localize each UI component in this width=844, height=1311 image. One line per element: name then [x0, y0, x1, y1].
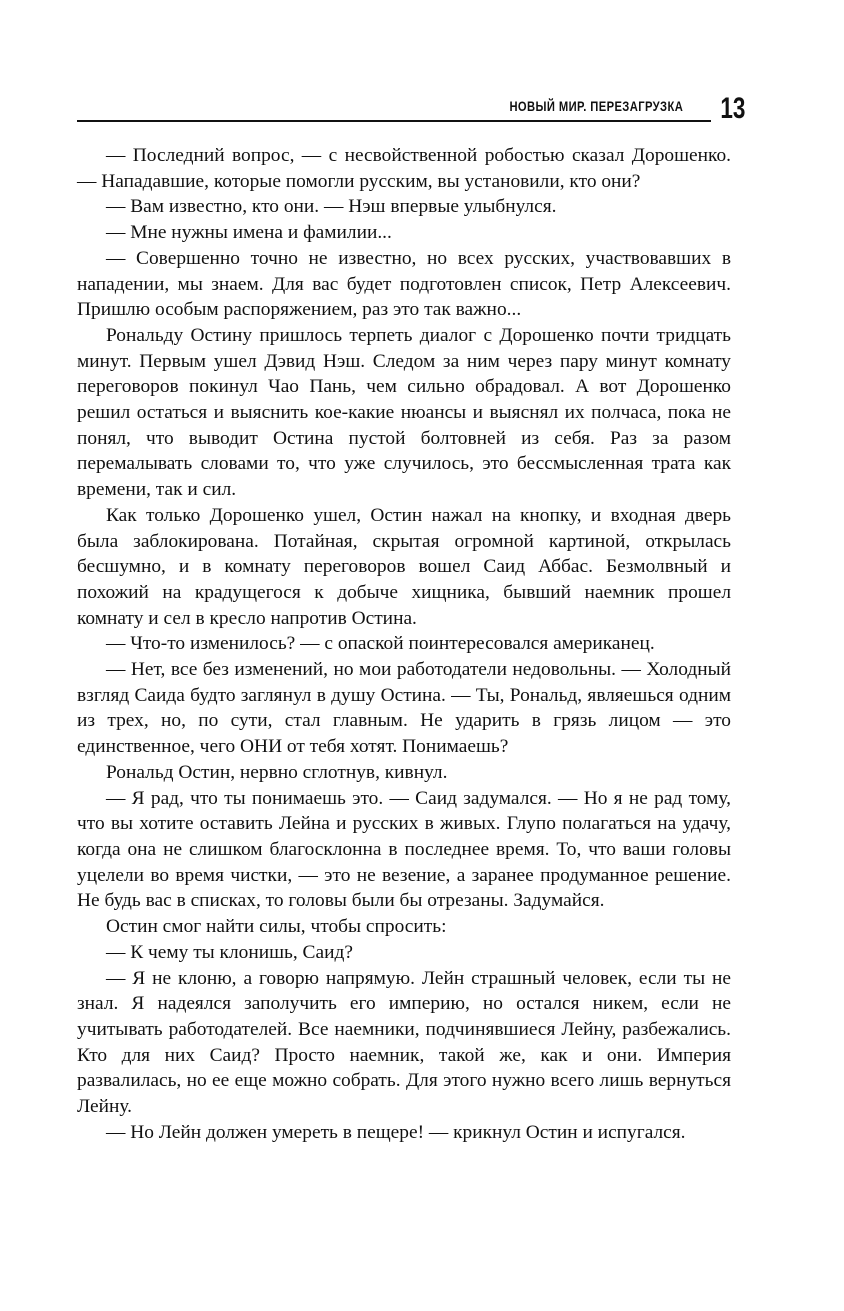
body-text — [77, 143, 731, 1145]
running-header — [77, 92, 745, 126]
header-rule — [77, 120, 711, 122]
paragraph: — Совершенно точно не известно, но всех русских, участвовавших в нападении, мы знаем. Для вас будет подготовлен список, Петр Алексеевич. Пришлю особым распоряжением, раз это так важно... — [77, 247, 731, 321]
paragraph: — Нет, все без изменений, но мои работодатели недовольны. — Холодный взгляд Саида будто заглянул в душу Остина. — Ты, Рональд, являешься одним из трех, но, по сути, стал главным. Не ударить в грязь лицом — это единственное, чего ОНИ от тебя хотят. Понимаешь? — [77, 659, 731, 758]
paragraph: — Но Лейн должен умереть в пещере! — крикнул Остин и испугался. — [106, 1121, 686, 1143]
running-title: НОВЫЙ МИР. ПЕРЕЗАГРУЗКА — [509, 98, 683, 114]
page-number: 13 — [719, 92, 745, 125]
paragraph: Остин смог найти силы, чтобы спросить: — [106, 916, 447, 938]
paragraph: Рональд Остин, нервно сглотнув, кивнул. — [106, 761, 448, 783]
paragraph: — Вам известно, кто они. — Нэш впервые улыбнулся. — [106, 196, 557, 218]
paragraph: Как только Дорошенко ушел, Остин нажал на кнопку, и входная дверь была заблокирована. Потайная, скрытая огромной картиной, открылась бесшумно, и в комнату переговоров вошел Саид Аббас. Безмолвный и похожий на крадущегося к добыче хищника, бывший наемник прошел комнату и сел в кресло напротив Остина. — [77, 504, 731, 629]
paragraph: Рональду Остину пришлось терпеть диалог с Дорошенко почти тридцать минут. Первым ушел Дэвид Нэш. Следом за ним через пару минут комнату переговоров покинул Чао Пань, чем сильно обрадовал. А вот Дорошенко решил остаться и выяснить кое-какие нюансы и выяснял их полчаса, пока не понял, что выводит Остина пустой болтовней из себя. Раз за разом перемалывать словами то, что уже случилось, это бессмысленная трата как времени, так и сил. — [77, 324, 731, 501]
paragraph: — К чему ты клонишь, Саид? — [106, 941, 353, 963]
paragraph: — Что-то изменилось? — с опаской поинтересовался американец. — [106, 633, 655, 655]
paragraph: — Мне нужны имена и фамилии... — [106, 222, 392, 244]
paragraph: — Я не клоню, а говорю напрямую. Лейн страшный человек, если ты не знал. Я надеялся заполучить его империю, но остался никем, если не учитывать работодателей. Все наемники, подчинявшиеся Лейну, разбежались. Кто для них Саид? Просто наемник, такой же, как и они. Империя развалилась, но ее еще можно собрать. Для этого нужно всего лишь вернуться Лейну. — [77, 967, 731, 1118]
paragraph: — Последний вопрос, — с несвойственной робостью сказал Дорошенко. — Нападавшие, которые помогли русским, вы установили, кто они? — [77, 145, 731, 192]
paragraph: — Я рад, что ты понимаешь это. — Саид задумался. — Но я не рад тому, что вы хотите оставить Лейна и русских в живых. Глупо полагаться на удачу, когда она не слишком благосклонна в последнее время. То, что ваши головы уцелели во время чистки, — это не везение, а заранее продуманное решение. Не будь вас в списках, то головы были бы отрезаны. Задумайся. — [77, 787, 731, 912]
